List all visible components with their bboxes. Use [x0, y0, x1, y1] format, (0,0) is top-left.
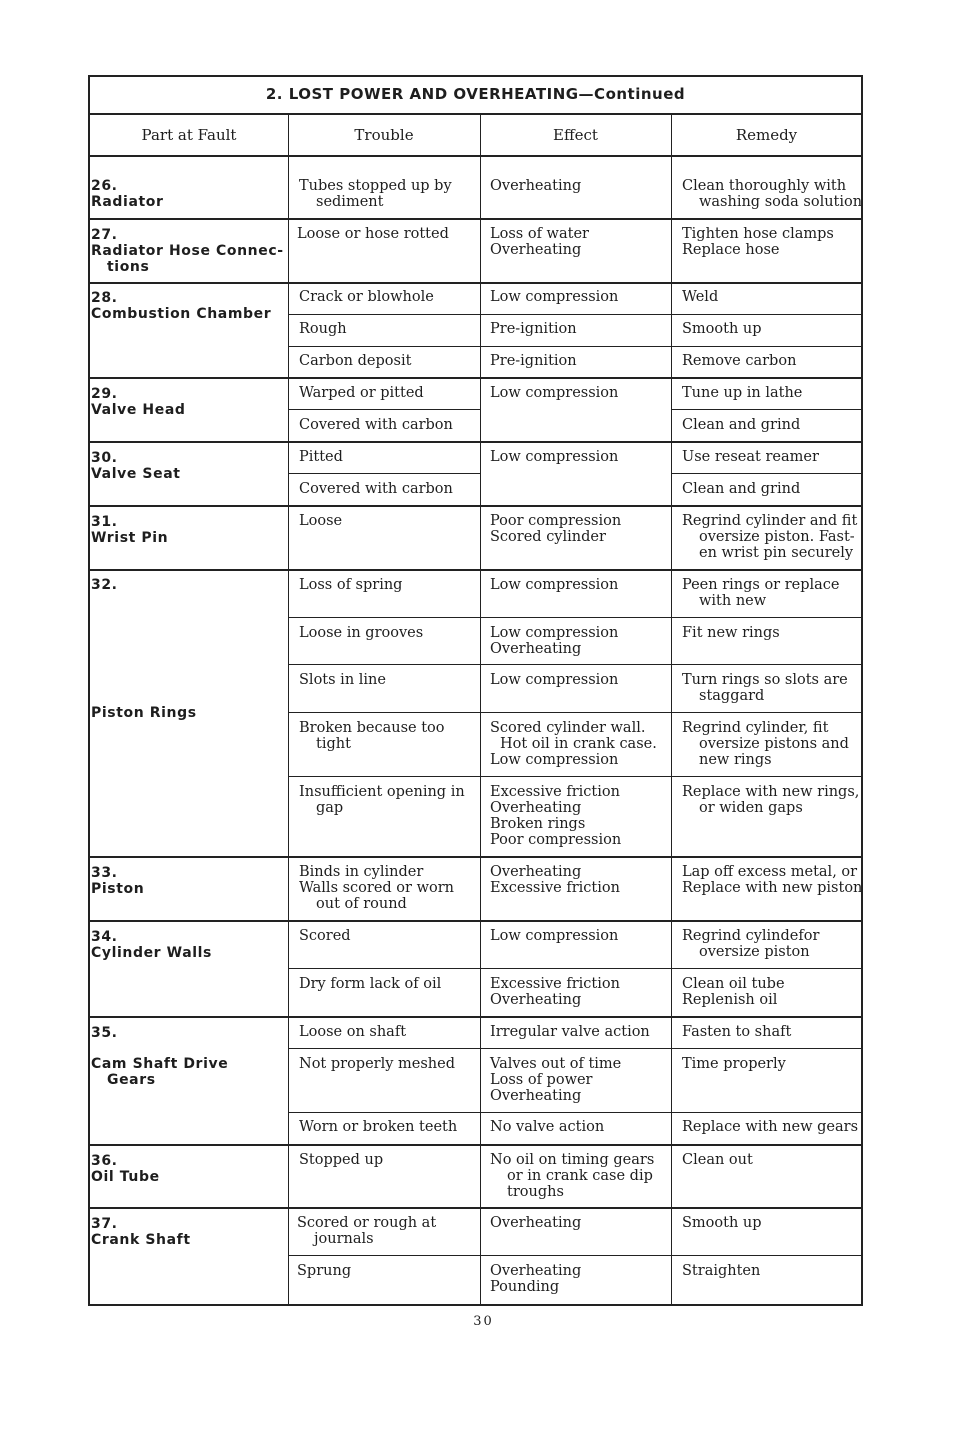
remedy-cell: Fit new rings — [682, 625, 780, 641]
trouble-cell: Warped or pitted — [299, 385, 424, 401]
column-divider — [288, 115, 289, 1305]
trouble-cell: Insufficient opening in gap — [299, 784, 465, 816]
trouble-cell: Loose or hose rotted — [297, 226, 449, 242]
part-name: Crank Shaft — [91, 1232, 191, 1248]
effect-cell: Loss of water Overheating — [490, 226, 589, 258]
part-number: 37. — [91, 1216, 118, 1232]
effect-cell: Overheating — [490, 1215, 582, 1231]
trouble-cell: Sprung — [297, 1263, 352, 1279]
part-name-cont: Gears — [107, 1072, 156, 1088]
effect-cell: Excessive friction Overheating Broken rings Poor compression — [490, 784, 622, 848]
part-wrist-pin — [91, 514, 168, 546]
effect-cell: Overheating — [490, 178, 582, 194]
effect-cell: Low compression — [490, 289, 619, 305]
rule-subrow — [288, 409, 480, 410]
effect-cell: Low compression — [490, 385, 619, 401]
part-name: Valve Seat — [91, 466, 181, 482]
effect-cell: Excessive friction Overheating — [490, 976, 620, 1008]
remedy-cell: Regrind cylinder and fit oversize piston. Fast- en wrist pin securely — [682, 513, 858, 561]
part-number: 30. — [91, 450, 118, 466]
part-number: 32. — [91, 577, 118, 593]
rule-group — [90, 1144, 862, 1146]
remedy-cell: Smooth up — [682, 1215, 762, 1231]
part-name: Combustion Chamber — [91, 306, 272, 322]
remedy-cell: Tune up in lathe — [682, 385, 803, 401]
effect-cell: Low compression — [490, 672, 619, 688]
rule-subrow — [671, 473, 862, 474]
trouble-cell: Worn or broken teeth — [299, 1119, 458, 1135]
remedy-cell: Straighten — [682, 1263, 761, 1279]
trouble-cell: Covered with carbon — [299, 417, 453, 433]
rule-subrow — [671, 409, 862, 410]
effect-cell: Overheating Excessive friction — [490, 864, 620, 896]
remedy-cell: Replace with new rings, or widen gaps — [682, 784, 860, 816]
remedy-cell: Clean thoroughly with washing soda solution — [682, 178, 863, 210]
effect-cell: Low compression — [490, 449, 619, 465]
trouble-cell: Tubes stopped up by sediment — [299, 178, 452, 210]
trouble-cell: Crack or blowhole — [299, 289, 434, 305]
part-name: Piston — [91, 881, 145, 897]
part-name: Wrist Pin — [91, 530, 169, 546]
remedy-cell: Clean oil tube Replenish oil — [682, 976, 785, 1008]
rule-group — [90, 441, 862, 443]
rule-group — [90, 1207, 862, 1209]
rule-group — [90, 505, 862, 507]
remedy-cell: Use reseat reamer — [682, 449, 819, 465]
remedy-cell: Tighten hose clamps Replace hose — [682, 226, 834, 258]
part-valve-seat — [91, 450, 181, 482]
remedy-cell: Regrind cylinder, fit oversize pistons and new rings — [682, 720, 849, 768]
rule-header — [90, 155, 862, 157]
effect-cell: Low compression — [490, 928, 619, 944]
effect-cell: Pre-ignition — [490, 353, 577, 369]
trouble-cell: Loose in grooves — [299, 625, 424, 641]
remedy-cell: Smooth up — [682, 321, 762, 337]
trouble-cell: Not properly meshed — [299, 1056, 456, 1072]
trouble-cell: Pitted — [299, 449, 343, 465]
column-divider — [480, 115, 481, 1305]
part-number: 28. — [91, 290, 118, 306]
trouble-cell: Loose on shaft — [299, 1024, 407, 1040]
effect-cell: Overheating Pounding — [490, 1263, 582, 1295]
part-valve-head — [91, 386, 186, 418]
rule-group — [90, 1016, 862, 1018]
part-crank-shaft — [91, 1216, 191, 1248]
header-remedy: Remedy — [735, 126, 798, 144]
header-effect: Effect — [553, 126, 598, 144]
trouble-cell: Scored or rough at journals — [297, 1215, 437, 1247]
remedy-cell: Turn rings so slots are staggard — [682, 672, 848, 704]
part-number: 34. — [91, 929, 118, 945]
trouble-cell: Stopped up — [299, 1152, 384, 1168]
rule-subrow — [288, 968, 862, 969]
trouble-cell: Loss of spring — [299, 577, 403, 593]
trouble-cell: Loose — [299, 513, 343, 529]
remedy-cell: Remove carbon — [682, 353, 797, 369]
page-number: 30 — [473, 1314, 494, 1329]
part-name: Radiator — [91, 194, 164, 210]
rule-group — [90, 282, 862, 284]
part-name: Radiator Hose Connec- — [91, 243, 284, 259]
trouble-cell: Dry form lack of oil — [299, 976, 442, 992]
trouble-cell: Scored — [299, 928, 351, 944]
part-radiator — [91, 178, 164, 210]
remedy-cell: Weld — [682, 289, 719, 305]
header-part-at-fault: Part at Fault — [141, 126, 237, 144]
remedy-cell: Clean and grind — [682, 417, 801, 433]
rule-subrow — [288, 314, 862, 315]
trouble-cell: Carbon deposit — [299, 353, 412, 369]
part-number: 33. — [91, 865, 118, 881]
rule-subrow — [288, 1048, 862, 1049]
part-radiator-hose — [91, 227, 284, 275]
effect-cell: Scored cylinder wall. Hot oil in crank case. Low compression — [490, 720, 657, 768]
effect-cell: Valves out of time Loss of power Overheating — [490, 1056, 622, 1104]
part-cylinder-walls — [91, 929, 212, 961]
trouble-cell: Slots in line — [299, 672, 386, 688]
trouble-cell: Broken because too tight — [299, 720, 445, 752]
rule-subrow — [288, 346, 862, 347]
remedy-cell: Regrind cylindefor oversize piston — [682, 928, 820, 960]
table-title: 2. LOST POWER AND OVERHEATING—Continued — [88, 75, 863, 115]
rule-group — [90, 377, 862, 379]
part-combustion-chamber — [91, 290, 271, 322]
rule-subrow — [288, 776, 862, 777]
part-number: 36. — [91, 1153, 118, 1169]
part-name: Cylinder Walls — [91, 945, 212, 961]
part-name-cont: tions — [107, 259, 150, 275]
rule-subrow — [288, 664, 862, 665]
effect-cell: Irregular valve action — [490, 1024, 650, 1040]
part-number: 29. — [91, 386, 118, 402]
remedy-cell: Fasten to shaft — [682, 1024, 792, 1040]
rule-group — [90, 218, 862, 220]
rule-group — [90, 569, 862, 571]
rule-subrow — [288, 473, 480, 474]
part-oil-tube — [91, 1153, 160, 1185]
part-name: Valve Head — [91, 402, 186, 418]
part-number: 27. — [91, 227, 118, 243]
part-piston — [91, 865, 144, 897]
header-trouble: Trouble — [354, 126, 414, 144]
rule-group — [90, 856, 862, 858]
effect-cell: No oil on timing gears or in crank case dip troughs — [490, 1152, 655, 1200]
effect-cell: No valve action — [490, 1119, 605, 1135]
remedy-cell: Clean and grind — [682, 481, 801, 497]
effect-cell: Low compression Overheating — [490, 625, 619, 657]
part-number: 31. — [91, 514, 118, 530]
remedy-cell: Replace with new gears — [682, 1119, 859, 1135]
remedy-cell: Clean out — [682, 1152, 753, 1168]
rule-subrow — [288, 1255, 862, 1256]
part-name: Oil Tube — [91, 1169, 160, 1185]
part-name: Cam Shaft Drive — [91, 1056, 229, 1072]
rule-subrow — [288, 712, 862, 713]
trouble-cell: Rough — [299, 321, 347, 337]
column-divider — [671, 115, 672, 1305]
part-piston-rings: Piston Rings — [91, 705, 197, 721]
effect-cell: Low compression — [490, 577, 619, 593]
part-cam-shaft-drive-gears — [91, 1056, 228, 1088]
rule-group — [90, 920, 862, 922]
rule-subrow — [288, 1112, 862, 1113]
trouble-cell: Binds in cylinder Walls scored or worn out of round — [299, 864, 454, 912]
remedy-cell: Peen rings or replace with new — [682, 577, 840, 609]
rule-subrow — [288, 617, 862, 618]
effect-cell: Pre-ignition — [490, 321, 577, 337]
part-number: 26. — [91, 178, 118, 194]
trouble-cell: Covered with carbon — [299, 481, 453, 497]
remedy-cell: Time properly — [682, 1056, 786, 1072]
remedy-cell: Lap off excess metal, or Replace with new piston — [682, 864, 863, 896]
effect-cell: Poor compression Scored cylinder — [490, 513, 622, 545]
part-number: 35. — [91, 1025, 118, 1041]
